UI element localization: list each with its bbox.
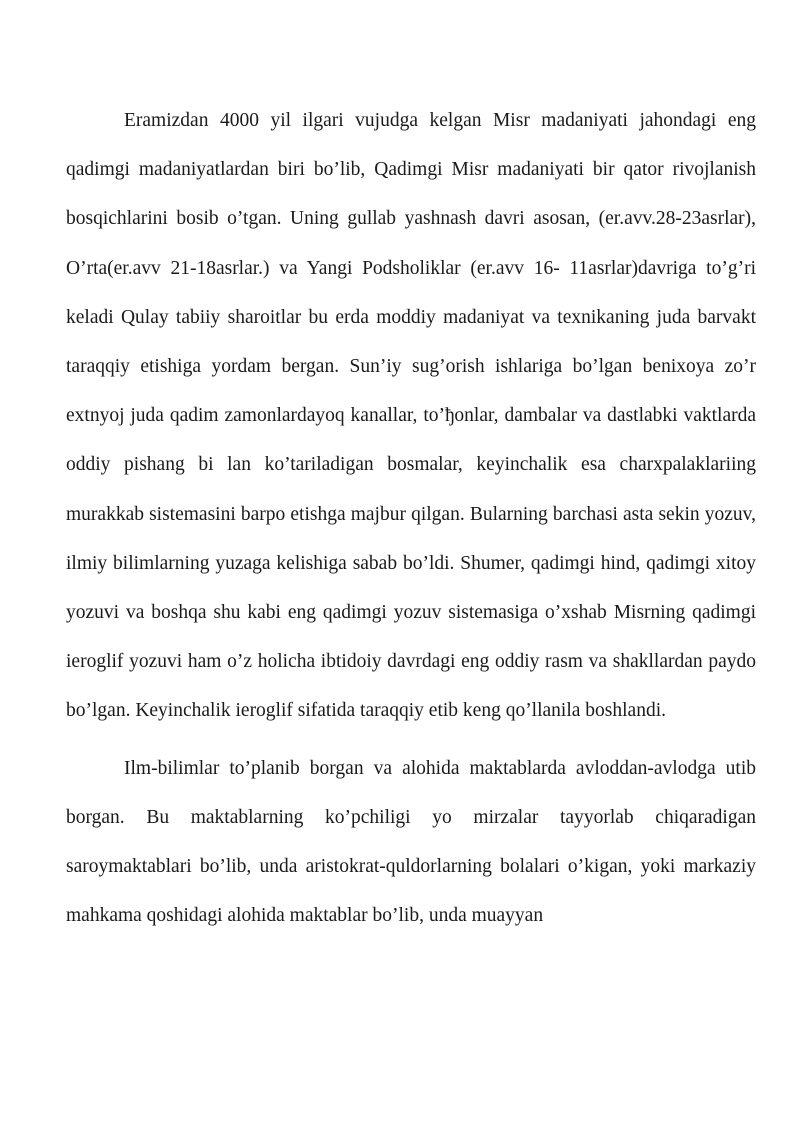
document-page: [66, 96, 756, 940]
paragraph-egypt-culture: Eramizdan 4000 yil ilgari vujudga kelgan Misr madaniyati jahondagi eng qadimgi madaniyatlardan biri bo’lib, Qadimgi Misr madaniyati bir qator rivojlanish bosqichlarini bosib o’tgan. Uning gullab yashnash davri asosan, (er.avv.28-23asrlar), O’rta(er.avv 21-18asrlar.) va Yangi Podsholiklar (er.avv 16- 11asrlar)davriga to’g’ri keladi Qulay tabiiy sharoitlar bu erda moddiy madaniyat va texnikaning juda barvakt taraqqiy etishiga yordam bergan. Sun’iy sug’orish ishlariga bo’lgan benixoya zo’r extnyoj juda qadim zamonlardayoq kanallar, to’ђonlar, dambalar va dastlabki vaktlarda oddiy pishang bi lan ko’tariladigan bosmalar, keyinchalik esa charxpalaklariing murakkab sistemasini barpo etishga majbur qilgan. Bularning barchasi asta sekin yozuv, ilmiy bilimlarning yuzaga kelishiga sabab bo’ldi. Shumer, qadimgi hind, qadimgi xitoy yozuvi va boshqa shu kabi eng qadimgi yozuv sistemasiga o’xshab Misrning qadimgi ieroglif yozuvi ham o’z holicha ibtidoiy davrdagi eng oddiy rasm va shakllardan paydo bo’lgan. Keyinchalik ieroglif sifatida taraqqiy etib keng qo’llanila boshlandi.: [66, 110, 756, 722]
paragraph-schools: Ilm-bilimlar to’planib borgan va alohida maktablarda avloddan-avlodga utib borgan. Bu maktablarning ko’pchiligi yo mirzalar tayyorlab chiqaradigan saroymaktablari bo’lib, unda aristokrat-quldorlarning bolalari o’kigan, yoki markaziy mahkama qoshidagi alohida maktablar bo’lib, unda muayyan: [66, 757, 756, 927]
